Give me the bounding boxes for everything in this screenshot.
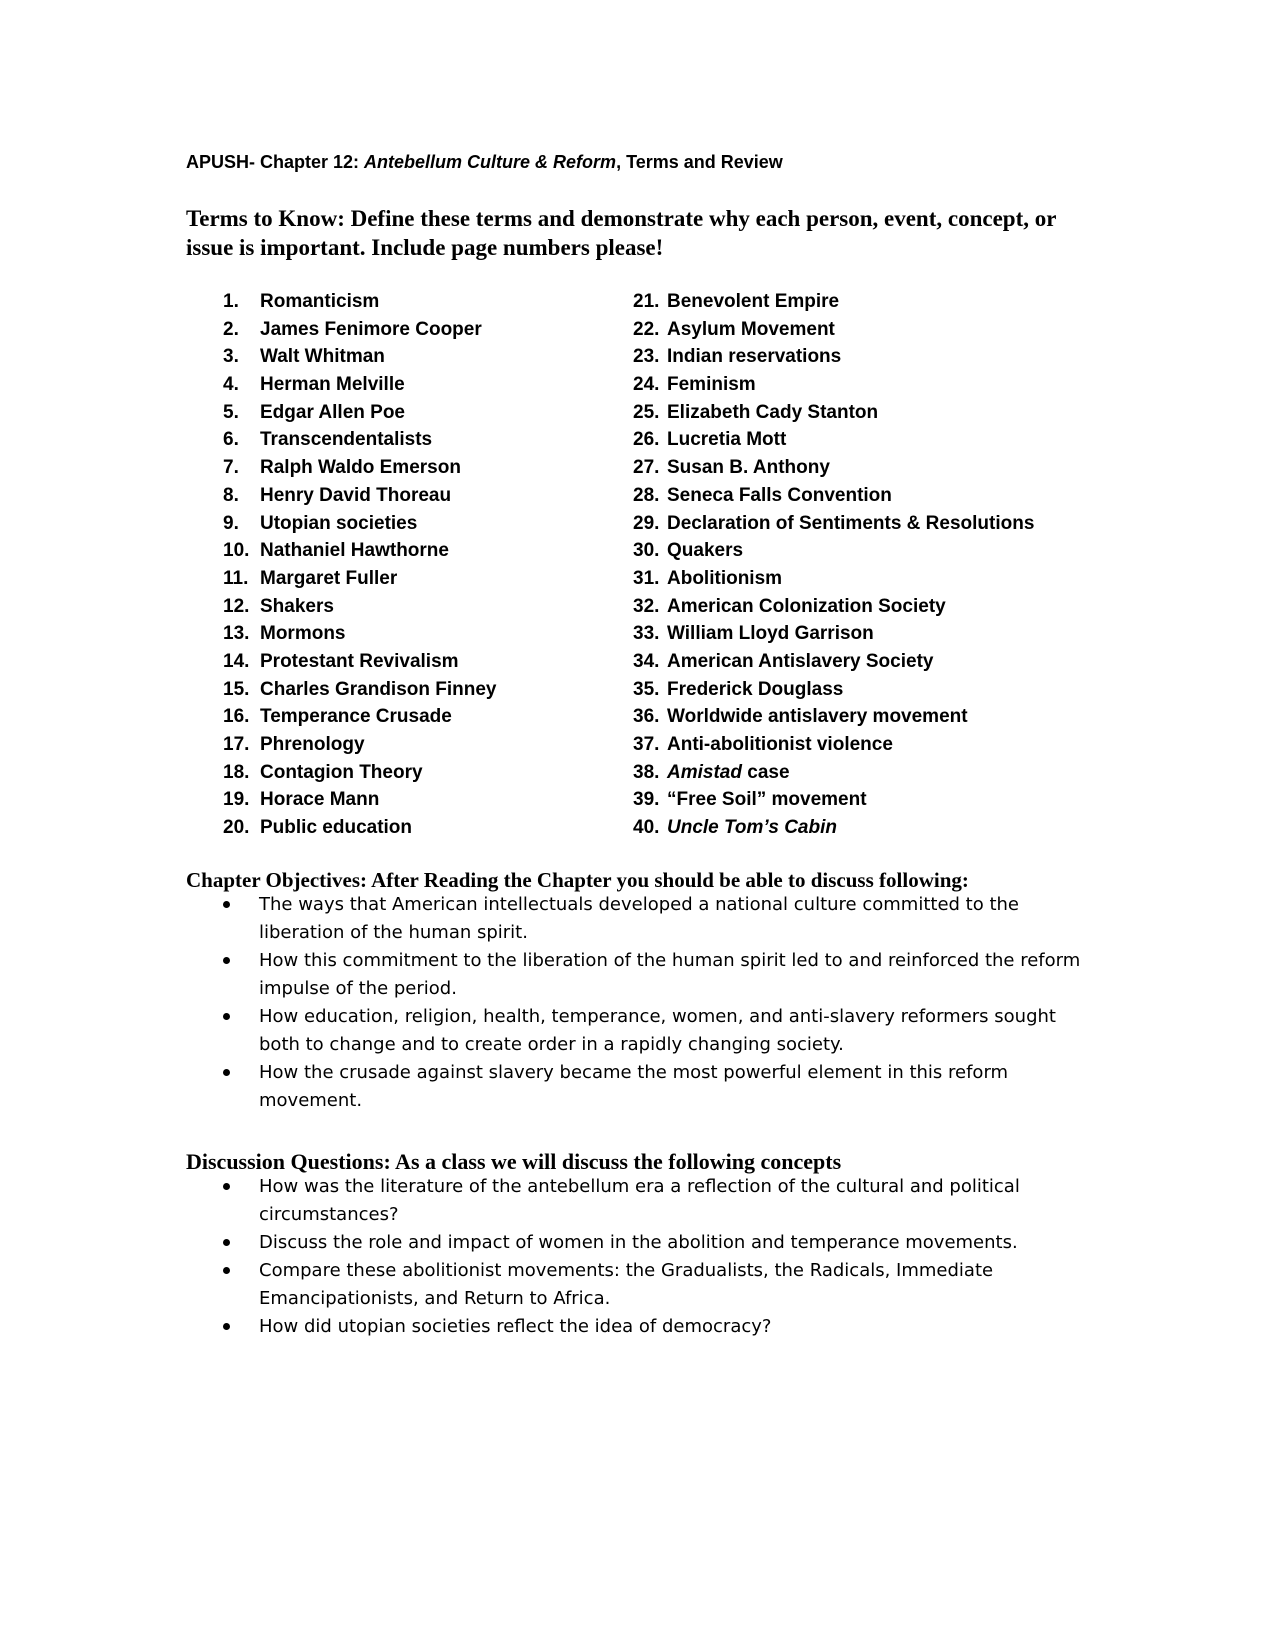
discussion-item-text: How was the literature of the antebellum era a reflection of the cultural and political circumstances? <box>259 1176 1020 1225</box>
term-text: Frederick Douglass <box>667 678 844 700</box>
objective-item-text: How this commitment to the liberation of the human spirit led to and reinforced the reform impulse of the period. <box>259 950 1081 999</box>
term-italic: Uncle Tom’s Cabin <box>667 817 837 839</box>
term-label <box>667 593 946 621</box>
term-label <box>667 759 790 787</box>
term-text: Transcendentalists <box>260 429 433 451</box>
term-item <box>633 731 1083 759</box>
term-text: Temperance Crusade <box>260 706 452 728</box>
term-text: Margaret Fuller <box>260 567 398 589</box>
term-text: Mormons <box>260 623 346 645</box>
term-number: 18. <box>223 761 250 783</box>
term-text: Elizabeth Cady Stanton <box>667 401 879 423</box>
term-number: 6. <box>223 429 239 451</box>
term-number: 25. <box>633 401 660 423</box>
bullet-icon <box>223 901 230 908</box>
term-number: 3. <box>223 346 239 368</box>
discussion-heading: Discussion Questions: As a class we will discuss the following concepts <box>186 1149 842 1174</box>
objective-item <box>223 1059 1093 1115</box>
term-label <box>667 703 968 731</box>
term-text: Ralph Waldo Emerson <box>260 457 461 479</box>
term-item <box>223 482 633 510</box>
term-item <box>633 399 1083 427</box>
term-number: 15. <box>223 678 250 700</box>
term-item <box>633 343 1083 371</box>
term-text: Public education <box>260 817 413 839</box>
bullet-icon <box>223 1069 230 1076</box>
term-label <box>667 676 843 704</box>
term-label <box>667 537 743 565</box>
term-label <box>260 288 379 316</box>
term-label <box>667 288 839 316</box>
bullet-icon <box>223 1323 230 1330</box>
term-label <box>260 510 417 538</box>
term-item <box>223 316 633 344</box>
term-text: Henry David Thoreau <box>260 484 452 506</box>
term-number: 9. <box>223 512 239 534</box>
term-item <box>223 648 633 676</box>
term-label <box>260 648 459 676</box>
term-label <box>667 454 830 482</box>
term-item <box>633 648 1083 676</box>
term-label <box>260 426 432 454</box>
term-number: 2. <box>223 318 239 340</box>
term-text: American Antislavery Society <box>667 650 934 672</box>
term-number: 32. <box>633 595 660 617</box>
term-item <box>223 731 633 759</box>
term-text: Declaration of Sentiments & Resolutions <box>667 512 1035 534</box>
terms-list <box>223 288 1083 842</box>
term-number: 14. <box>223 650 250 672</box>
term-item <box>633 786 1083 814</box>
objectives-heading: Chapter Objectives: After Reading the Chapter you should be able to discuss following: <box>186 868 969 892</box>
term-label <box>260 371 405 399</box>
term-item <box>633 759 1083 787</box>
term-number: 33. <box>633 623 660 645</box>
term-label <box>260 343 385 371</box>
term-number: 31. <box>633 567 660 589</box>
term-label <box>260 537 449 565</box>
terms-column-right <box>633 288 1083 842</box>
discussion-item-text: How did utopian societies reflect the idea of democracy? <box>259 1316 772 1337</box>
term-number: 5. <box>223 401 239 423</box>
term-label <box>260 316 482 344</box>
term-label <box>260 703 452 731</box>
term-item <box>223 676 633 704</box>
term-number: 30. <box>633 540 660 562</box>
term-text: Nathaniel Hawthorne <box>260 540 449 562</box>
term-item <box>223 343 633 371</box>
term-text: Asylum Movement <box>667 318 835 340</box>
term-item <box>223 759 633 787</box>
term-item <box>223 786 633 814</box>
term-number: 38. <box>633 761 660 783</box>
term-italic: Amistad <box>667 761 742 783</box>
term-number: 35. <box>633 678 660 700</box>
term-text: Lucretia Mott <box>667 429 787 451</box>
term-text: Indian reservations <box>667 346 842 368</box>
term-number: 19. <box>223 789 250 811</box>
term-number: 11. <box>223 567 249 589</box>
term-item <box>223 288 633 316</box>
term-item <box>223 620 633 648</box>
bullet-icon <box>223 1013 230 1020</box>
term-item <box>223 454 633 482</box>
discussion-item <box>223 1313 1093 1341</box>
term-text: Contagion Theory <box>260 761 423 783</box>
term-item <box>633 371 1083 399</box>
term-item <box>633 316 1083 344</box>
term-text: Benevolent Empire <box>667 291 840 312</box>
terms-heading: Terms to Know: Define these terms and demonstrate why each person, event, concept, or issue is important. Include page numbers please! <box>186 206 1057 260</box>
term-text: Susan B. Anthony <box>667 457 830 479</box>
term-label <box>260 676 497 704</box>
term-label <box>667 648 933 676</box>
document-title <box>186 152 783 173</box>
discussion-list <box>223 1173 1093 1341</box>
term-item <box>633 676 1083 704</box>
term-text: Herman Melville <box>260 374 405 396</box>
bullet-icon <box>223 1267 230 1274</box>
objective-item-text: How education, religion, health, temperance, women, and anti-slavery reformers sought both to change and to create order in a rapidly changing society. <box>259 1006 1056 1055</box>
term-label <box>667 786 867 814</box>
term-text: Anti-abolitionist violence <box>667 734 893 755</box>
term-label <box>667 426 786 454</box>
objective-item <box>223 947 1093 1003</box>
term-item <box>633 288 1083 316</box>
term-item <box>223 593 633 621</box>
objective-item-text: The ways that American intellectuals developed a national culture committed to the liberation of the human spirit. <box>259 894 1019 943</box>
term-label <box>667 343 841 371</box>
term-label <box>667 731 893 759</box>
term-number: 34. <box>633 650 660 672</box>
term-number: 21. <box>633 291 660 312</box>
bullet-icon <box>223 1239 230 1246</box>
term-number: 40. <box>633 817 660 839</box>
term-item <box>633 454 1083 482</box>
term-text: Protestant Revivalism <box>260 650 459 672</box>
term-number: 26. <box>633 429 660 451</box>
term-number: 7. <box>223 457 239 479</box>
term-number: 24. <box>633 374 660 396</box>
term-number: 13. <box>223 623 250 645</box>
term-text: Walt Whitman <box>260 346 385 368</box>
term-item <box>223 537 633 565</box>
term-item <box>633 814 1083 842</box>
term-text: Romanticism <box>260 291 380 312</box>
term-text: Edgar Allen Poe <box>260 401 405 423</box>
term-number: 20. <box>223 817 250 839</box>
term-text: Shakers <box>260 595 334 617</box>
term-item <box>223 399 633 427</box>
title-prefix: APUSH- Chapter 12: <box>186 152 365 172</box>
objective-item <box>223 1003 1093 1059</box>
term-number: 29. <box>633 512 660 534</box>
term-item <box>223 703 633 731</box>
term-label <box>667 482 892 510</box>
term-number: 10. <box>223 540 250 562</box>
term-label <box>260 482 451 510</box>
discussion-item <box>223 1173 1093 1229</box>
term-text: James Fenimore Cooper <box>260 318 482 340</box>
term-number: 28. <box>633 484 660 506</box>
term-item <box>633 703 1083 731</box>
term-number: 36. <box>633 706 660 728</box>
term-text: case <box>741 761 790 783</box>
term-number: 23. <box>633 346 660 368</box>
term-label <box>667 399 878 427</box>
term-item <box>633 565 1083 593</box>
term-text: Utopian societies <box>260 512 418 534</box>
term-item <box>223 565 633 593</box>
term-item <box>633 426 1083 454</box>
term-text: Worldwide antislavery movement <box>667 706 968 728</box>
term-number: 16. <box>223 706 250 728</box>
discussion-item <box>223 1229 1093 1257</box>
discussion-item-text: Compare these abolitionist movements: the Gradualists, the Radicals, Immediate Emancipationists, and Return to Africa. <box>259 1260 994 1309</box>
term-number: 8. <box>223 484 239 506</box>
discussion-item-text: Discuss the role and impact of women in the abolition and temperance movements. <box>259 1232 1018 1253</box>
term-label <box>260 399 405 427</box>
term-number: 1. <box>223 291 239 312</box>
term-text: “Free Soil” movement <box>667 789 867 811</box>
term-label <box>667 510 1034 538</box>
objective-item-text: How the crusade against slavery became the most powerful element in this reform movement. <box>259 1062 1009 1111</box>
term-text: Feminism <box>667 374 756 396</box>
term-label <box>260 814 412 842</box>
term-item <box>633 537 1083 565</box>
term-label <box>667 316 835 344</box>
title-italic: Antebellum Culture & Reform <box>364 152 617 172</box>
term-label <box>260 759 423 787</box>
term-item <box>633 620 1083 648</box>
term-label <box>260 565 397 593</box>
term-item <box>633 510 1083 538</box>
term-label <box>260 593 334 621</box>
title-suffix: , Terms and Review <box>616 152 783 172</box>
term-item <box>633 482 1083 510</box>
term-number: 37. <box>633 734 660 755</box>
term-item <box>223 426 633 454</box>
term-text: American Colonization Society <box>667 595 946 617</box>
bullet-icon <box>223 957 230 964</box>
term-text: Seneca Falls Convention <box>667 484 892 506</box>
term-label <box>260 786 379 814</box>
term-item <box>633 593 1083 621</box>
objective-item <box>223 891 1093 947</box>
term-label <box>667 371 756 399</box>
term-text: Quakers <box>667 540 744 562</box>
term-item <box>223 510 633 538</box>
term-number: 39. <box>633 789 660 811</box>
term-item <box>223 814 633 842</box>
term-label <box>667 565 782 593</box>
term-number: 22. <box>633 318 660 340</box>
term-text: Phrenology <box>260 734 365 755</box>
term-label <box>260 620 346 648</box>
term-number: 12. <box>223 595 250 617</box>
term-text: Charles Grandison Finney <box>260 678 497 700</box>
objectives-list <box>223 891 1093 1115</box>
term-text: Abolitionism <box>667 567 783 589</box>
term-label <box>667 620 874 648</box>
term-text: William Lloyd Garrison <box>667 623 874 645</box>
term-label <box>667 814 837 842</box>
bullet-icon <box>223 1183 230 1190</box>
discussion-item <box>223 1257 1093 1313</box>
term-label <box>260 454 461 482</box>
term-number: 4. <box>223 374 239 396</box>
term-number: 27. <box>633 457 660 479</box>
term-number: 17. <box>223 734 250 755</box>
term-item <box>223 371 633 399</box>
term-label <box>260 731 365 759</box>
term-text: Horace Mann <box>260 789 380 811</box>
terms-column-left <box>223 288 633 842</box>
